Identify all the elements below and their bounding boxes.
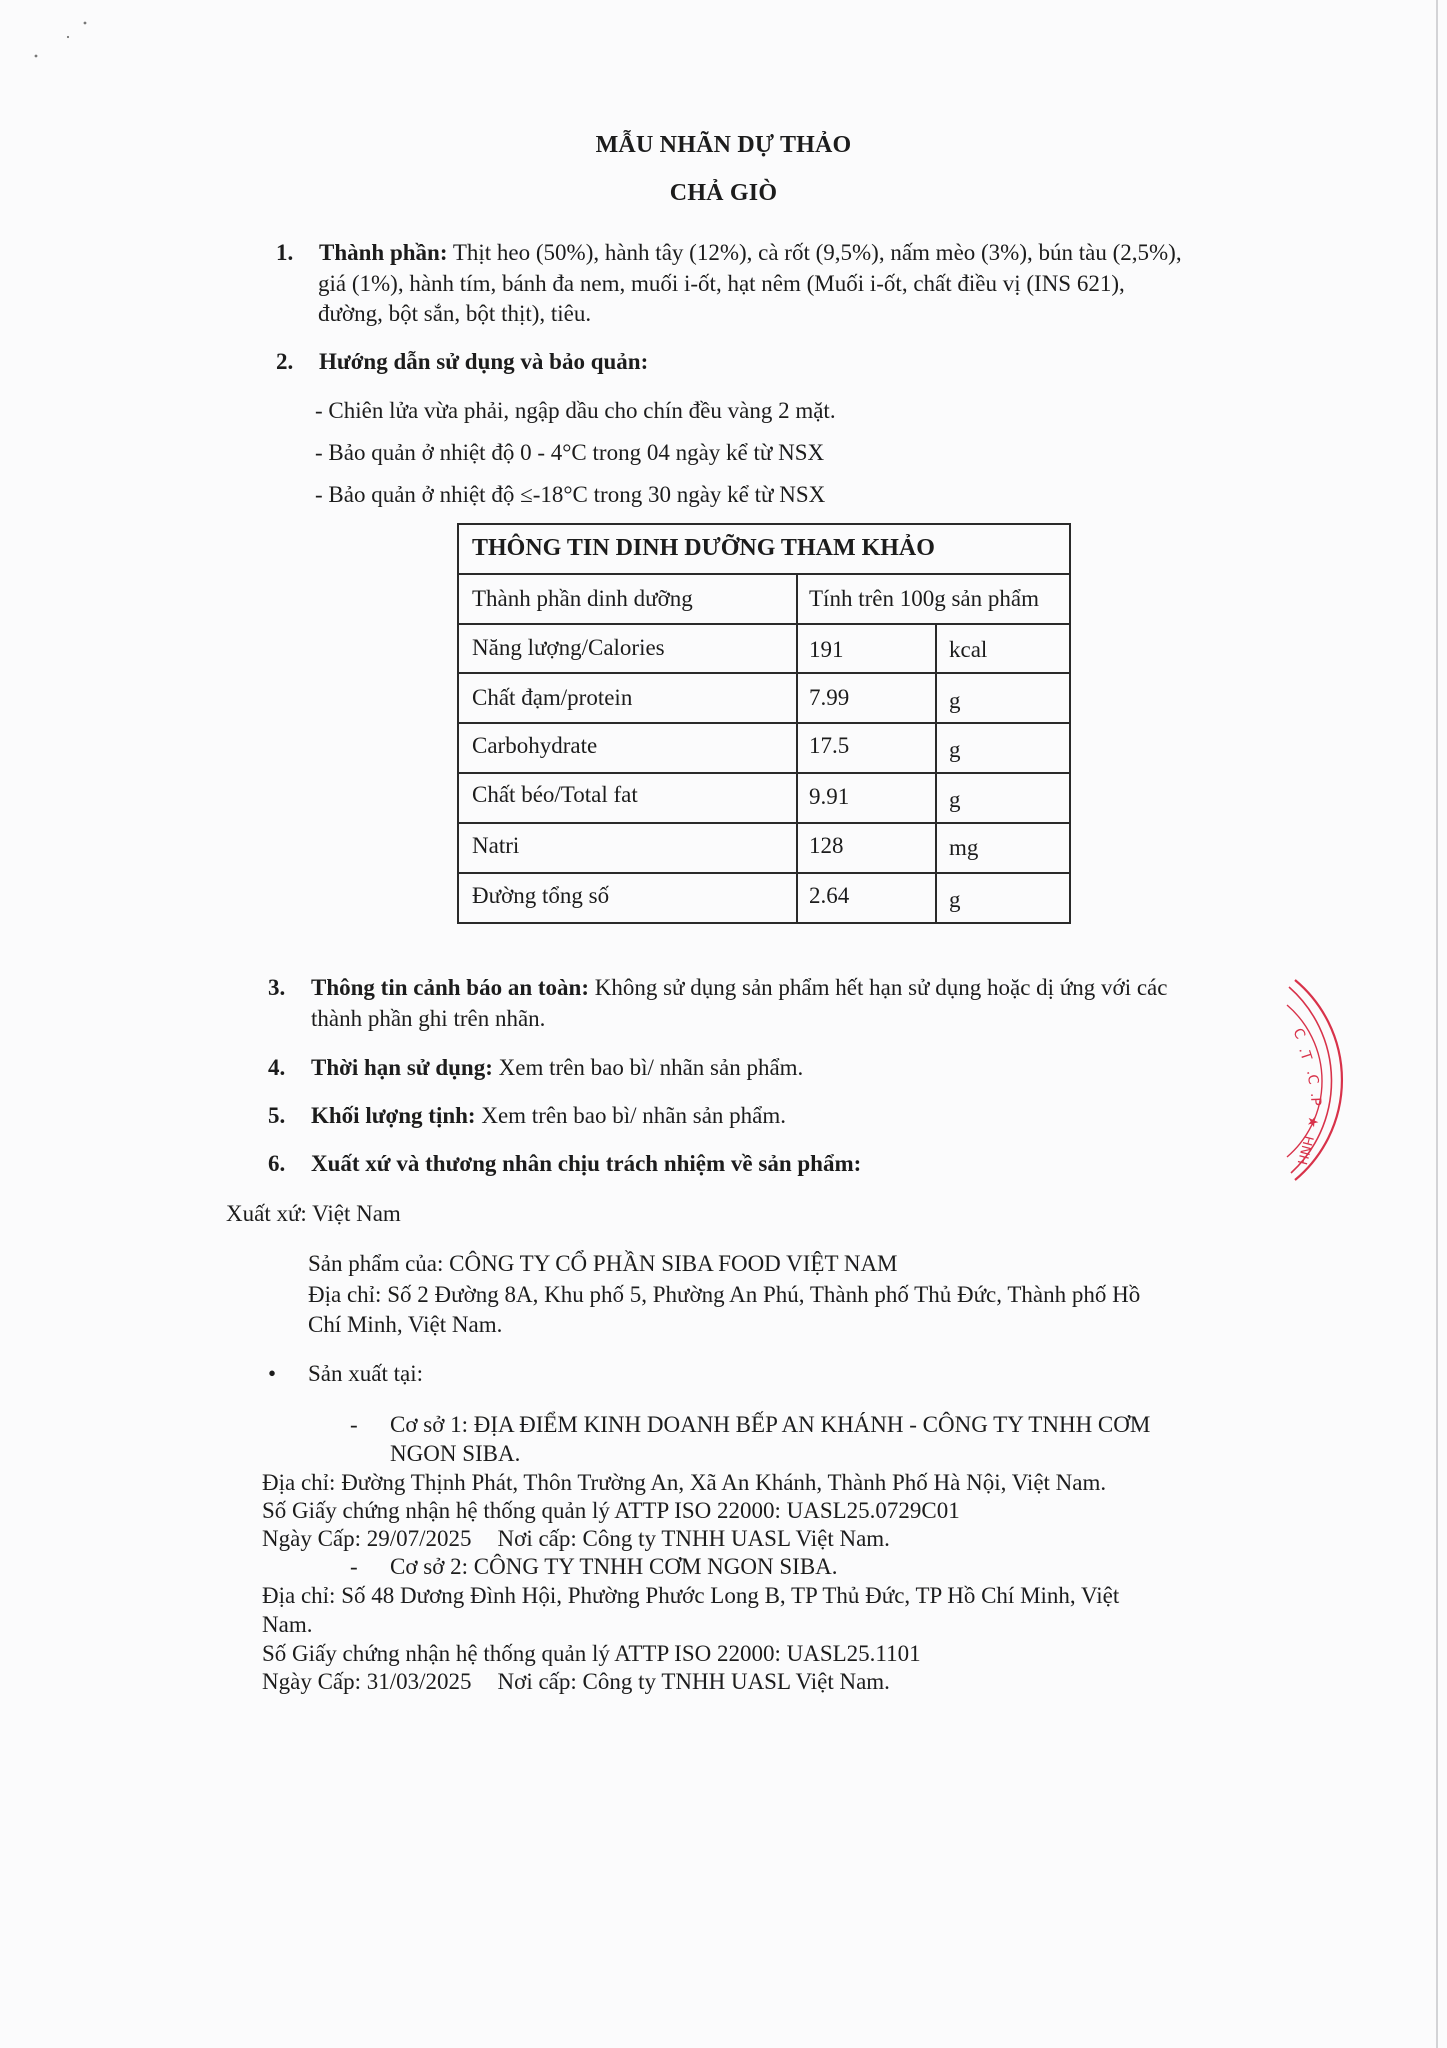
nutrient-name: Carbohydrate [472,733,598,758]
ingredients-line [276,239,1182,267]
nutrient-name: Chất béo/Total fat [472,782,638,807]
bullet-icon: • [268,1361,277,1386]
table-rule [459,672,1069,674]
scan-edge-line [1436,0,1438,2048]
company-address: Chí Minh, Việt Nam. [308,1312,503,1337]
nutrient-name: Đường tổng số [472,883,610,908]
section-net-weight [268,1102,786,1130]
facility-name-line [350,1411,1150,1439]
ingredients-line: giá (1%), hành tím, bánh đa nem, muối i-ốt, hạt nêm (Muối i-ốt, chất điều vị (INS 621), [318,271,1125,296]
nutrient-value: 17.5 [809,733,850,758]
section-number: 4. [268,1055,286,1080]
table-rule [935,623,937,922]
warning-line: thành phần ghi trên nhãn. [311,1006,546,1031]
ingredients-line: đường, bột sắn, bột thịt), tiêu. [318,301,592,326]
section-number: 1. [276,240,294,265]
facility-issue-line [262,1525,890,1553]
section-label: Hướng dẫn sử dụng và bảo quản: [319,349,649,374]
origin-country: Xuất xứ: Việt Nam [226,1201,401,1226]
ingredients-text: Thịt heo (50%), hành tây (12%), cà rốt (9,5%), nấm mèo (3%), bún tàu (2,5%), [447,240,1182,265]
facility-certificate: Số Giấy chứng nhận hệ thống quản lý ATTP ISO 22000: UASL25.1101 [262,1641,921,1666]
facility-address: Nam. [262,1612,313,1637]
section-label: Thành phần: [319,240,448,265]
svg-text:HNH: HNH [1293,1133,1316,1167]
nutrient-unit: g [949,787,961,812]
storage-item: - Bảo quản ở nhiệt độ 0 - 4°C trong 04 ngày kể từ NSX [315,440,825,465]
table-rule [459,822,1069,824]
table-rule [459,623,1069,625]
usage-item: - Chiên lửa vừa phải, ngập dầu cho chín đều vàng 2 mặt. [315,398,836,423]
facility-issue-date: Ngày Cấp: 31/03/2025 [262,1669,472,1694]
facility-issuer: Nơi cấp: Công ty TNHH UASL Việt Nam. [497,1526,890,1551]
nutrient-unit: g [949,688,961,713]
column-header-nutrient: Thành phần dinh dưỡng [472,586,693,611]
section-label: Thông tin cảnh báo an toàn: [311,975,589,1000]
svg-text:.P: .P [1307,1092,1324,1107]
svg-text:★: ★ [1303,1114,1321,1129]
warning-line [268,974,1167,1002]
dash-marker: - [350,1412,358,1437]
nutrient-unit: mg [949,835,979,860]
nutrient-unit: g [949,737,961,762]
facility-name: Cơ sở 2: CÔNG TY TNHH CƠM NGON SIBA. [390,1554,838,1579]
section-number: 3. [268,975,286,1000]
company-address: Địa chỉ: Số 2 Đường 8A, Khu phố 5, Phường An Phú, Thành phố Thủ Đức, Thành phố Hồ [308,1282,1141,1307]
facility-certificate: Số Giấy chứng nhận hệ thống quản lý ATTP ISO 22000: UASL25.0729C01 [262,1498,960,1523]
nutrient-unit: g [949,887,961,912]
storage-item: - Bảo quản ở nhiệt độ ≤-18°C trong 30 ngày kể từ NSX [315,482,826,507]
nutrient-value: 191 [809,637,844,662]
section-shelf-life [268,1054,803,1082]
warning-text: Không sử dụng sản phẩm hết hạn sử dụng hoặc dị ứng với các [589,975,1168,1000]
product-name: CHẢ GIÒ [669,180,778,206]
nutrient-value: 128 [809,833,844,858]
section-number: 2. [276,349,294,374]
produced-at-label: Sản xuất tại: [308,1361,423,1386]
section-label: Thời hạn sử dụng: [311,1055,493,1080]
nutrient-value: 9.91 [809,784,850,809]
section-number: 5. [268,1103,286,1128]
section-origin [268,1150,861,1178]
table-rule [459,772,1069,774]
facility-name: Cơ sở 1: ĐỊA ĐIỂM KINH DOANH BẾP AN KHÁNH - CÔNG TY TNHH CƠM [390,1412,1151,1437]
produced-at-line [268,1360,423,1388]
section-number: 6. [268,1151,286,1176]
net-weight-text: Xem trên bao bì/ nhãn sản phẩm. [475,1103,787,1128]
dash-marker: - [350,1554,358,1579]
nutrient-name: Năng lượng/Calories [472,635,665,660]
table-rule [796,573,798,922]
nutrition-table-title: THÔNG TIN DINH DƯỠNG THAM KHẢO [472,535,935,561]
document-title: MẪU NHÃN DỰ THẢO [595,132,852,158]
svg-text:C: C [1289,1025,1309,1042]
table-rule [459,872,1069,874]
nutrient-unit: kcal [949,637,988,662]
shelf-life-text: Xem trên bao bì/ nhãn sản phẩm. [492,1055,804,1080]
facility-address: Địa chỉ: Số 48 Dương Đình Hội, Phường Phước Long B, TP Thủ Đức, TP Hồ Chí Minh, Việt [262,1583,1120,1608]
table-rule [459,722,1069,724]
scan-specks [28,14,98,64]
section-origin-label: Xuất xứ và thương nhân chịu trách nhiệm về sản phẩm: [311,1151,862,1176]
svg-text:.C: .C [1303,1068,1322,1086]
nutrient-name: Chất đạm/protein [472,685,633,710]
nutrition-table [457,523,1071,924]
facility-name-line [350,1553,838,1581]
facility-name: NGON SIBA. [390,1441,521,1466]
svg-text:.T: .T [1295,1045,1315,1063]
column-header-value: Tính trên 100g sản phẩm [809,586,1039,611]
company-seal [1285,975,1375,1185]
product-of: Sản phẩm của: CÔNG TY CỔ PHẦN SIBA FOOD VIỆT NAM [308,1251,898,1276]
facility-address: Địa chỉ: Đường Thịnh Phát, Thôn Trường An, Xã An Khánh, Thành Phố Hà Nội, Việt Nam. [262,1470,1107,1495]
section-label: Khối lượng tịnh: [311,1103,476,1128]
facility-issuer: Nơi cấp: Công ty TNHH UASL Việt Nam. [497,1669,890,1694]
usage-heading [276,348,648,376]
nutrient-name: Natri [472,833,520,858]
nutrient-value: 2.64 [809,883,850,908]
nutrient-value: 7.99 [809,685,850,710]
facility-issue-line [262,1668,890,1696]
facility-issue-date: Ngày Cấp: 29/07/2025 [262,1526,472,1551]
table-rule [459,573,1069,575]
